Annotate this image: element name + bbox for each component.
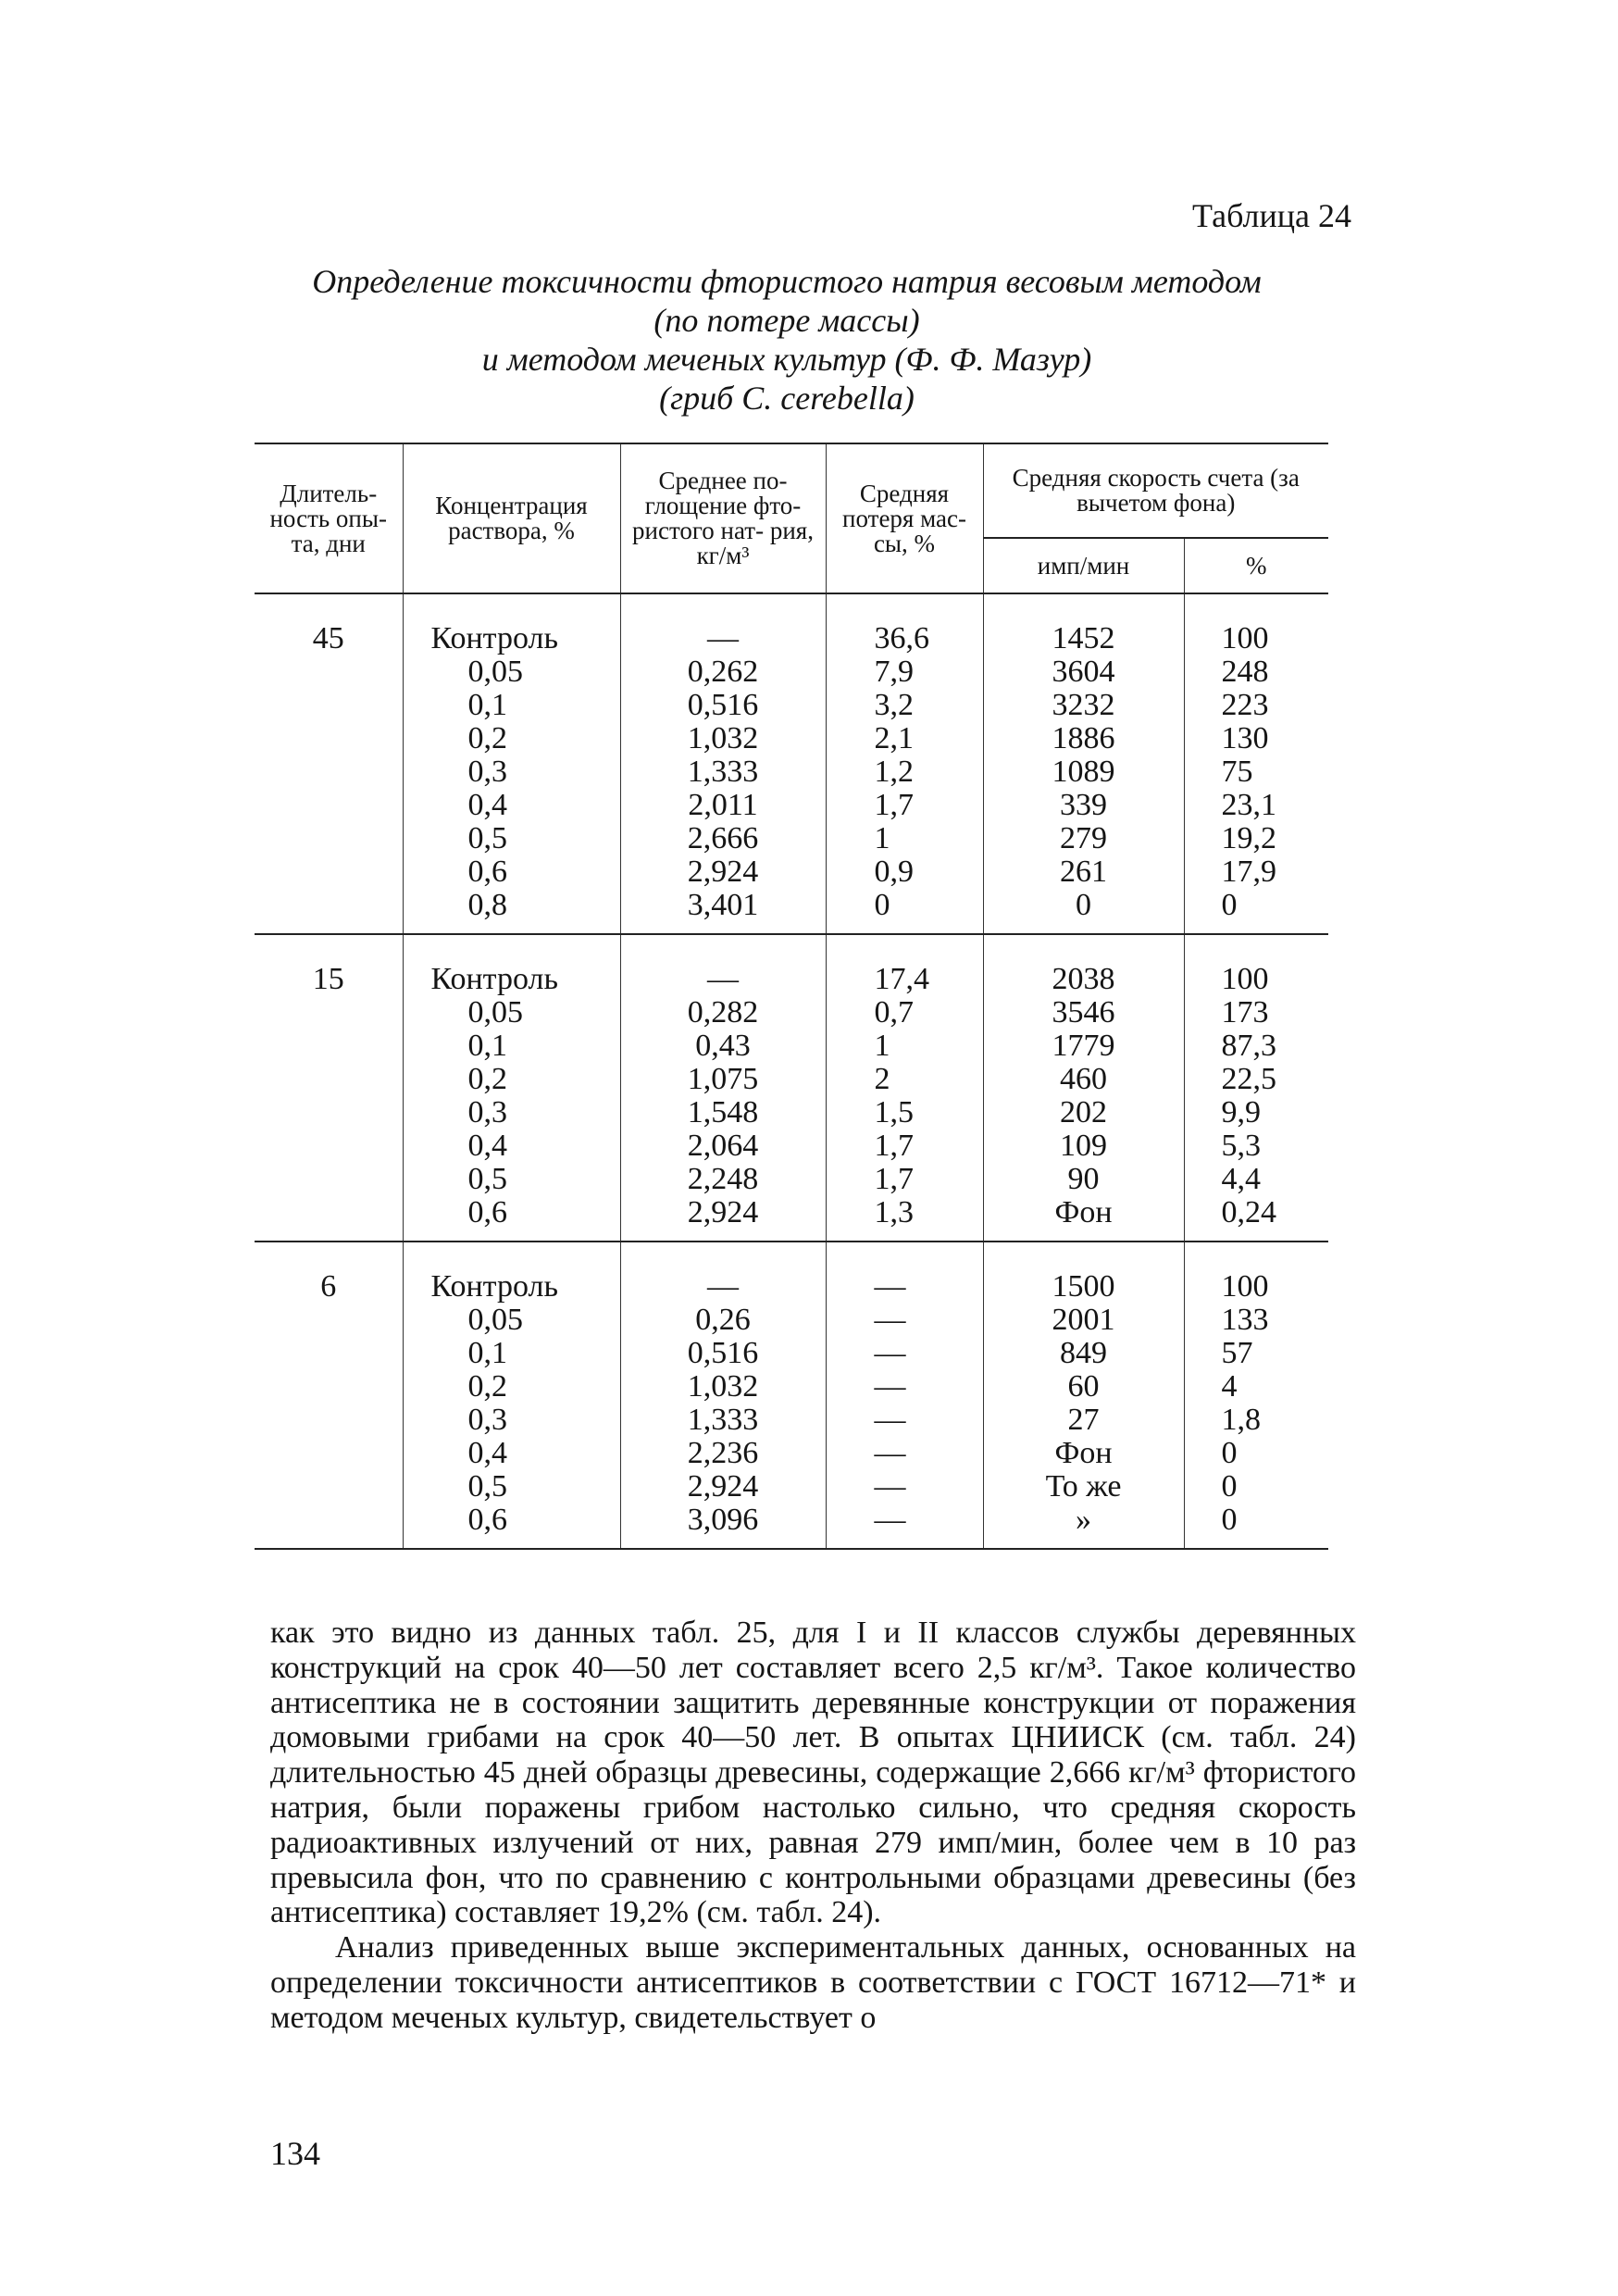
absorption-value: 1,075 (687, 1062, 759, 1096)
concentration-value: 0,3 (467, 1403, 507, 1437)
mass-loss-value: — (874, 1336, 906, 1370)
percent-value: 0 (1221, 1503, 1238, 1537)
absorption-value: — (707, 962, 739, 996)
caption-line: (гриб C. cerebella) (659, 380, 915, 417)
absorption-value: 2,236 (687, 1436, 759, 1470)
percent-cell (1184, 934, 1328, 1242)
percent-value: 9,9 (1221, 1095, 1261, 1129)
percent-value: 100 (1221, 962, 1269, 996)
header-count-rate: Средняя скорость счета (за вычетом фона) (983, 443, 1328, 538)
mass-loss-value: 1,7 (874, 1129, 914, 1163)
mass-loss-value: — (874, 1436, 906, 1470)
concentration-cell (403, 593, 620, 934)
absorption-value: 0,26 (695, 1303, 751, 1337)
cpm-value: 0 (1076, 888, 1091, 922)
duration-value: 45 (312, 621, 344, 655)
percent-value: 5,3 (1221, 1129, 1261, 1163)
mass-loss-value: 2 (874, 1062, 890, 1096)
cpm-value: Фон (1054, 1436, 1113, 1470)
percent-value: 75 (1221, 755, 1253, 789)
percent-value: 0 (1221, 888, 1238, 922)
concentration-value: Контроль (430, 962, 558, 996)
concentration-value: 0,3 (467, 755, 507, 789)
toxicity-table (255, 443, 1328, 1550)
cpm-cell (983, 593, 1184, 934)
concentration-value: 0,5 (467, 1162, 507, 1196)
duration-cell (255, 593, 403, 934)
mass-loss-value: — (874, 1403, 906, 1437)
header-concentration: Концентрация раствора, % (403, 443, 620, 593)
percent-value: 248 (1221, 655, 1269, 689)
concentration-value: 0,1 (467, 1336, 507, 1370)
cpm-value: 2038 (1052, 962, 1115, 996)
cpm-value: 1886 (1052, 721, 1115, 755)
cpm-value: 1779 (1052, 1029, 1115, 1063)
percent-value: 19,2 (1221, 821, 1276, 855)
concentration-value: 0,05 (467, 995, 523, 1029)
cpm-value: 109 (1060, 1129, 1107, 1163)
percent-value: 57 (1221, 1336, 1253, 1370)
concentration-value: 0,2 (467, 1369, 507, 1404)
mass-loss-value: 1,5 (874, 1095, 914, 1129)
percent-value: 87,3 (1221, 1029, 1276, 1063)
percent-value: 130 (1221, 721, 1269, 755)
mass-loss-value: 36,6 (874, 621, 929, 655)
cpm-value: 202 (1060, 1095, 1107, 1129)
concentration-value: 0,4 (467, 1129, 507, 1163)
cpm-value: 3546 (1052, 995, 1115, 1029)
duration-cell (255, 934, 403, 1242)
mass-loss-cell (826, 934, 983, 1242)
absorption-value: 2,011 (688, 788, 758, 822)
caption-line: и методом меченых культур (Ф. Ф. Мазур) (481, 341, 1092, 378)
absorption-value: 2,924 (687, 855, 759, 889)
concentration-value: Контроль (430, 621, 558, 655)
mass-loss-value: 1,7 (874, 1162, 914, 1196)
mass-loss-value: — (874, 1303, 906, 1337)
concentration-value: 0,1 (467, 688, 507, 722)
percent-cell (1184, 1242, 1328, 1549)
cpm-value: 1452 (1052, 621, 1115, 655)
cpm-value: 90 (1067, 1162, 1100, 1196)
absorption-value: 2,248 (687, 1162, 759, 1196)
duration-value: 6 (320, 1269, 337, 1304)
table-caption (250, 262, 1324, 418)
absorption-value: 2,924 (687, 1195, 759, 1229)
concentration-value: 0,4 (467, 1436, 507, 1470)
absorption-value: 1,333 (687, 755, 759, 789)
cpm-value: 849 (1060, 1336, 1107, 1370)
cpm-value: 2001 (1052, 1303, 1115, 1337)
mass-loss-value: 7,9 (874, 655, 914, 689)
percent-value: 17,9 (1221, 855, 1276, 889)
mass-loss-value: — (874, 1269, 906, 1304)
mass-loss-value: 0,9 (874, 855, 914, 889)
absorption-value: 1,333 (687, 1403, 759, 1437)
absorption-value: 0,516 (687, 688, 759, 722)
table-body (255, 593, 1328, 1549)
absorption-value: 3,401 (687, 888, 759, 922)
mass-loss-value: 1 (874, 1029, 890, 1063)
absorption-value: 1,032 (687, 1369, 759, 1404)
absorption-value: 0,43 (695, 1029, 751, 1063)
cpm-cell (983, 934, 1184, 1242)
cpm-value: 27 (1067, 1403, 1100, 1437)
body-text (270, 1616, 1356, 2036)
cpm-value: 3232 (1052, 688, 1115, 722)
percent-value: 133 (1221, 1303, 1269, 1337)
absorption-value: 1,032 (687, 721, 759, 755)
concentration-value: 0,05 (467, 655, 523, 689)
concentration-value: 0,4 (467, 788, 507, 822)
mass-loss-value: — (874, 1503, 906, 1537)
percent-value: 0 (1221, 1469, 1238, 1504)
mass-loss-value: — (874, 1369, 906, 1404)
percent-value: 4,4 (1221, 1162, 1261, 1196)
absorption-value: 3,096 (687, 1503, 759, 1537)
cpm-value: Фон (1054, 1195, 1113, 1229)
paragraph: Анализ приведенных выше экспериментальных данных, основанных на определении токсичности антисептиков в соответствии с ГОСТ 16712—71* и методом меченых культур, свидетельствует о (270, 1930, 1356, 2035)
concentration-value: 0,2 (467, 721, 507, 755)
cpm-value: » (1076, 1503, 1091, 1537)
caption-line: Определение токсичности фтористого натрия весовым методом (312, 263, 1262, 300)
absorption-value: 2,666 (687, 821, 759, 855)
mass-loss-value: 0 (874, 888, 890, 922)
percent-value: 0,24 (1221, 1195, 1276, 1229)
duration-value: 15 (312, 962, 344, 996)
mass-loss-value: 0,7 (874, 995, 914, 1029)
page-number: 134 (270, 2135, 320, 2172)
duration-cell (255, 1242, 403, 1549)
cpm-value: 1500 (1052, 1269, 1115, 1304)
cpm-value: 1089 (1052, 755, 1115, 789)
concentration-value: 0,5 (467, 821, 507, 855)
table-row-group (255, 934, 1328, 1242)
concentration-cell (403, 934, 620, 1242)
absorption-value: 2,064 (687, 1129, 759, 1163)
concentration-value: 0,5 (467, 1469, 507, 1504)
cpm-value: 339 (1060, 788, 1107, 822)
cpm-cell (983, 1242, 1184, 1549)
mass-loss-value: 1,7 (874, 788, 914, 822)
mass-loss-cell (826, 593, 983, 934)
mass-loss-cell (826, 1242, 983, 1549)
absorption-value: — (707, 1269, 739, 1304)
concentration-value: 0,8 (467, 888, 507, 922)
percent-value: 223 (1221, 688, 1269, 722)
concentration-value: 0,05 (467, 1303, 523, 1337)
absorption-value: 2,924 (687, 1469, 759, 1504)
percent-value: 22,5 (1221, 1062, 1276, 1096)
absorption-cell (620, 934, 826, 1242)
percent-value: 4 (1221, 1369, 1238, 1404)
percent-value: 173 (1221, 995, 1269, 1029)
mass-loss-value: — (874, 1469, 906, 1504)
concentration-value: 0,1 (467, 1029, 507, 1063)
absorption-value: — (707, 621, 739, 655)
mass-loss-value: 1 (874, 821, 890, 855)
absorption-value: 0,516 (687, 1336, 759, 1370)
cpm-value: 60 (1067, 1369, 1100, 1404)
header-absorption: Среднее по- глощение фто- ристого нат- рия, кг/м³ (620, 443, 826, 593)
absorption-cell (620, 593, 826, 934)
percent-value: 23,1 (1221, 788, 1276, 822)
mass-loss-value: 1,3 (874, 1195, 914, 1229)
mass-loss-value: 1,2 (874, 755, 914, 789)
concentration-value: 0,2 (467, 1062, 507, 1096)
concentration-value: Контроль (430, 1269, 558, 1304)
header-mass-loss: Средняя потеря мас- сы, % (826, 443, 983, 593)
absorption-value: 1,548 (687, 1095, 759, 1129)
caption-line: (по потере массы) (653, 302, 920, 339)
concentration-value: 0,6 (467, 1503, 507, 1537)
percent-cell (1184, 593, 1328, 934)
percent-value: 100 (1221, 621, 1269, 655)
cpm-value: 3604 (1052, 655, 1115, 689)
percent-value: 1,8 (1221, 1403, 1261, 1437)
table-number-label: Таблица 24 (1192, 197, 1351, 234)
absorption-value: 0,282 (687, 995, 759, 1029)
cpm-value: 279 (1060, 821, 1107, 855)
absorption-value: 0,262 (687, 655, 759, 689)
percent-value: 0 (1221, 1436, 1238, 1470)
header-percent: % (1184, 538, 1328, 593)
cpm-value: То же (1045, 1469, 1122, 1504)
concentration-cell (403, 1242, 620, 1549)
paragraph: как это видно из данных табл. 25, для I и II классов службы деревянных конструкций на срок 40—50 лет составляет всего 2,5 кг/м³. Такое количество антисептика не в состоянии защитить деревянные конструкции от поражения домовыми грибами на срок 40—50 лет. В опытах ЦНИИСК (см. табл. 24) длительностью 45 дней образцы древесины, содержащие 2,666 кг/м³ фтористого натрия, были поражены грибом настолько сильно, что средняя скорость радиоактивных излучений от них, равная 279 имп/мин, более чем в 10 раз превысила фон, что по сравнению с контрольными образцами древесины (без антисептика) составляет 19,2% (см. табл. 24). (270, 1616, 1356, 1930)
concentration-value: 0,6 (467, 855, 507, 889)
concentration-value: 0,3 (467, 1095, 507, 1129)
mass-loss-value: 2,1 (874, 721, 914, 755)
mass-loss-value: 3,2 (874, 688, 914, 722)
table-row-group (255, 1242, 1328, 1549)
table-row-group (255, 593, 1328, 934)
header-cpm: имп/мин (983, 538, 1184, 593)
cpm-value: 460 (1060, 1062, 1107, 1096)
header-duration: Длитель- ность опы- та, дни (255, 443, 403, 593)
percent-value: 100 (1221, 1269, 1269, 1304)
mass-loss-value: 17,4 (874, 962, 929, 996)
absorption-cell (620, 1242, 826, 1549)
cpm-value: 261 (1060, 855, 1107, 889)
concentration-value: 0,6 (467, 1195, 507, 1229)
